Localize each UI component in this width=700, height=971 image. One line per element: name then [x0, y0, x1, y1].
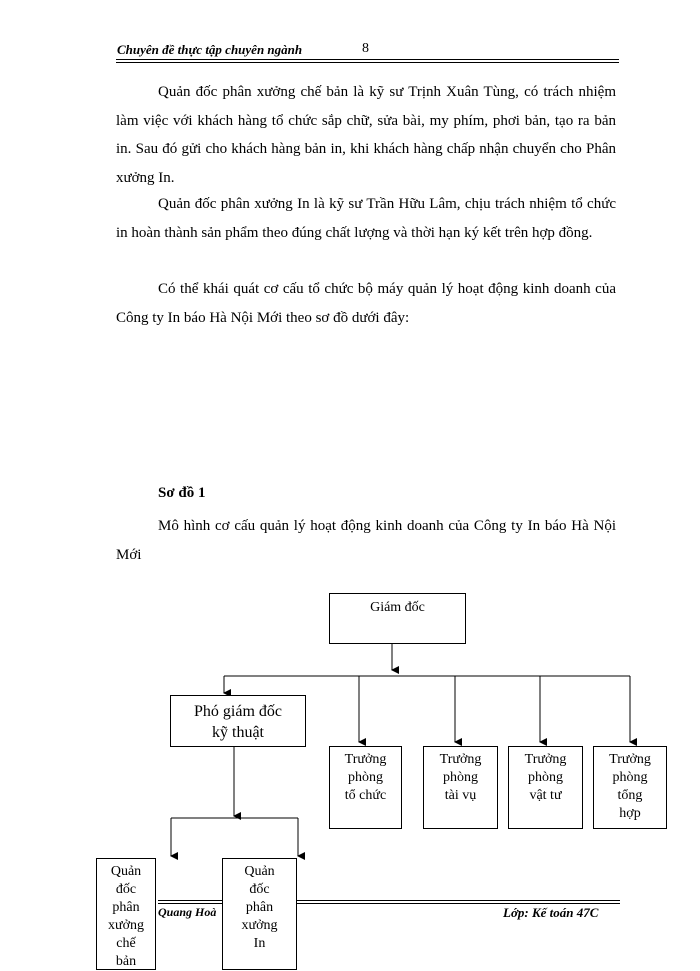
- footer-class: Lớp: Kế toán 47C: [503, 905, 599, 920]
- dept-box-general: Trưởng phòng tổng hợp: [593, 746, 667, 829]
- workshop-box-prepress: Quản đốc phân xưởng chế bản: [96, 858, 156, 970]
- paragraph-2: Quản đốc phân xưởng In là kỹ sư Trần Hữu Lâm, chịu trách nhiệm tổ chức in hoàn thành sản phẩm theo đúng chất lượng và thời hạn ký kết trên hợp đồng.: [116, 196, 616, 241]
- paragraph-3: Có thể khái quát cơ cấu tổ chức bộ máy quản lý hoạt động kinh doanh của Công ty In báo Hà Nội Mới theo sơ đồ dưới đây:: [116, 281, 616, 326]
- page-number: 8: [362, 41, 369, 56]
- director-label: Giám đốc: [370, 600, 425, 615]
- footer-author: Quang Hoà: [158, 905, 217, 919]
- dept-box-materials: Trưởng phòng vật tư: [508, 746, 583, 829]
- deputy-director-box: Phó giám đốc kỹ thuật: [170, 695, 306, 747]
- diagram-caption: Mô hình cơ cấu quản lý hoạt động kinh doanh của Công ty In báo Hà Nội Mới: [116, 518, 616, 563]
- paragraph-1: Quản đốc phân xưởng chế bản là kỹ sư Trịnh Xuân Tùng, có trách nhiệm làm việc với khách hàng tổ chức sắp chữ, sửa bài, my phím, phơi bản, tạo ra bản in. Sau đó gửi cho khách hàng bản in, khi khách hàng chấp nhận chuyển cho Phân xưởng In.: [116, 84, 616, 186]
- header-title: Chuyên đề thực tập chuyên ngành: [117, 42, 303, 57]
- diagram-label: Sơ đồ 1: [158, 485, 206, 501]
- dept-box-personnel: Trưởng phòng tổ chức: [329, 746, 402, 829]
- director-box: [329, 593, 466, 644]
- workshop-box-print: Quản đốc phân xưởng In: [222, 858, 297, 970]
- dept-box-finance: Trưởng phòng tài vụ: [423, 746, 498, 829]
